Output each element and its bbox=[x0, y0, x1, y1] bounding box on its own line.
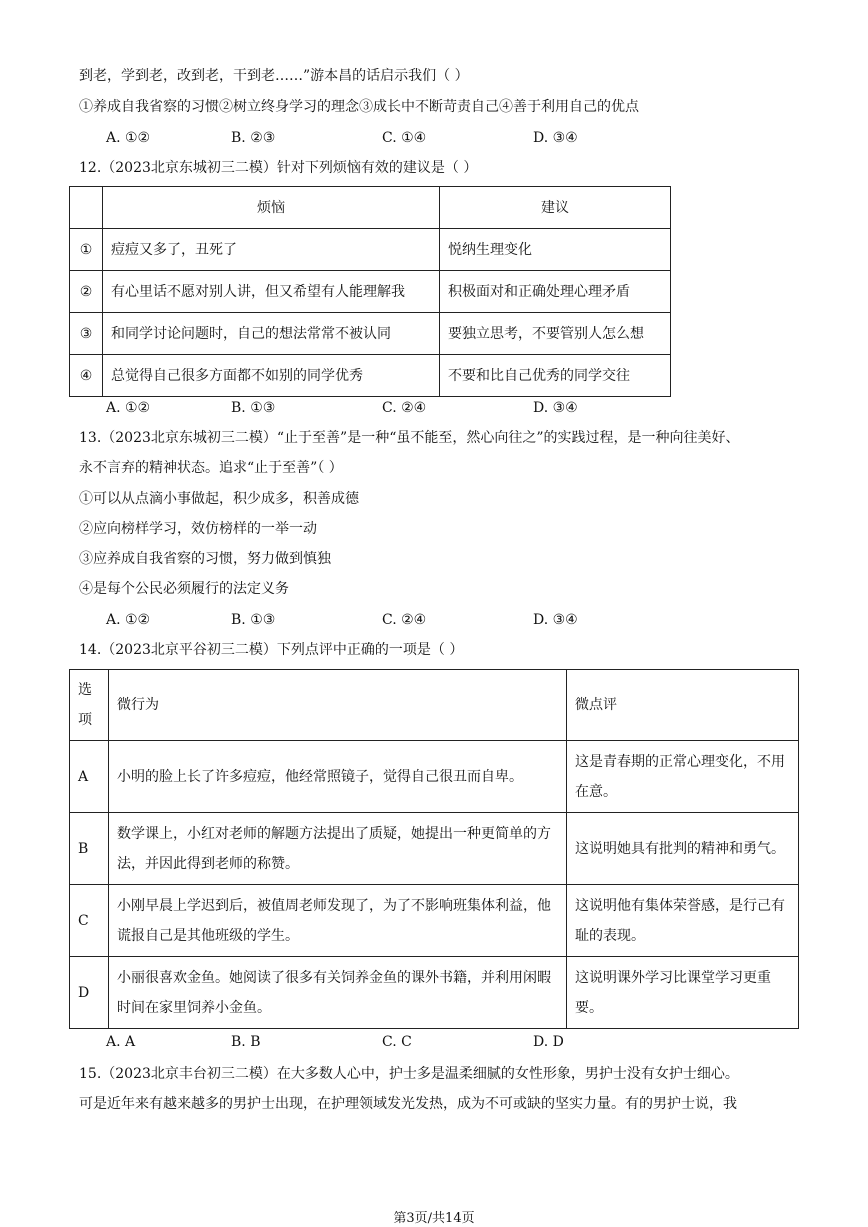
advice-cell: 要独立思考，不要管别人怎么想 bbox=[440, 313, 671, 355]
q11-statements: ①养成自我省察的习惯②树立终身学习的理念③成长中不断苛责自己④善于利用自己的优点 bbox=[79, 99, 639, 115]
table-row bbox=[70, 813, 799, 885]
option-c: C. ①④ bbox=[382, 130, 427, 146]
option-b: B. B bbox=[231, 1034, 261, 1050]
option-c: C. ②④ bbox=[382, 612, 427, 628]
header-cell: 烦恼 bbox=[103, 187, 440, 229]
table-row bbox=[70, 355, 671, 397]
advice-cell: 积极面对和正确处理心理矛盾 bbox=[440, 271, 671, 313]
q15-stem-line-1: 15.（2023北京丰台初三二模）在大多数人心中，护士多是温柔细腻的女性形象，男护士没有女护士细心。 bbox=[79, 1066, 739, 1082]
header-cell bbox=[70, 187, 103, 229]
option-a: A. ①② bbox=[106, 130, 151, 146]
row-number: ③ bbox=[70, 313, 103, 355]
comment-cell: 这说明他有集体荣誉感，是行己有耻的表现。 bbox=[567, 885, 799, 957]
behavior-cell: 小刚早晨上学迟到后，被值周老师发现了，为了不影响班集体利益，他谎报自己是其他班级的学生。 bbox=[109, 885, 567, 957]
q12-table bbox=[69, 186, 671, 397]
table-row bbox=[70, 271, 671, 313]
advice-cell: 不要和比自己优秀的同学交往 bbox=[440, 355, 671, 397]
q14-table bbox=[69, 669, 799, 1029]
table-row bbox=[70, 957, 799, 1029]
option-cell: D bbox=[70, 957, 109, 1029]
q13-item-2: ②应向榜样学习，效仿榜样的一举一动 bbox=[79, 521, 317, 537]
option-c: C. C bbox=[382, 1034, 412, 1050]
behavior-cell: 小明的脸上长了许多痘痘，他经常照镜子，觉得自己很丑而自卑。 bbox=[109, 741, 567, 813]
option-a: A. ①② bbox=[106, 400, 151, 416]
row-number: ④ bbox=[70, 355, 103, 397]
table-row bbox=[70, 229, 671, 271]
option-b: B. ①③ bbox=[231, 612, 276, 628]
comment-cell: 这说明她具有批判的精神和勇气。 bbox=[567, 813, 799, 885]
q13-stem-line-2: 永不言弃的精神状态。追求“止于至善”（ ） bbox=[79, 460, 343, 476]
header-cell: 选项 bbox=[70, 670, 109, 741]
behavior-cell: 数学课上，小红对老师的解题方法提出了质疑，她提出一种更简单的方法，并因此得到老师的称赞。 bbox=[109, 813, 567, 885]
option-d: D. ③④ bbox=[533, 400, 578, 416]
option-b: B. ①③ bbox=[231, 400, 276, 416]
option-a: A. ①② bbox=[106, 612, 151, 628]
trouble-cell: 总觉得自己很多方面都不如别的同学优秀 bbox=[103, 355, 440, 397]
q14-stem: 14.（2023北京平谷初三二模）下列点评中正确的一项是（ ） bbox=[79, 642, 464, 658]
option-d: D. ③④ bbox=[533, 612, 578, 628]
option-c: C. ②④ bbox=[382, 400, 427, 416]
comment-cell: 这说明课外学习比课堂学习更重要。 bbox=[567, 957, 799, 1029]
row-number: ① bbox=[70, 229, 103, 271]
table-header-row bbox=[70, 670, 799, 741]
table-row bbox=[70, 885, 799, 957]
header-cell: 微点评 bbox=[567, 670, 799, 741]
option-cell: B bbox=[70, 813, 109, 885]
table-row bbox=[70, 313, 671, 355]
option-a: A. A bbox=[106, 1034, 136, 1050]
q13-item-3: ③应养成自我省察的习惯，努力做到慎独 bbox=[79, 551, 331, 567]
option-d: D. D bbox=[533, 1034, 564, 1050]
q15-stem-line-2: 可是近年来有越来越多的男护士出现，在护理领域发光发热，成为不可或缺的坚实力量。有的男护士说，我 bbox=[79, 1096, 737, 1112]
trouble-cell: 痘痘又多了，丑死了 bbox=[103, 229, 440, 271]
trouble-cell: 和同学讨论问题时，自己的想法常常不被认同 bbox=[103, 313, 440, 355]
option-cell: A bbox=[70, 741, 109, 813]
behavior-cell: 小丽很喜欢金鱼。她阅读了很多有关饲养金鱼的课外书籍，并利用闲暇时间在家里饲养小金鱼。 bbox=[109, 957, 567, 1029]
table-row bbox=[70, 741, 799, 813]
option-b: B. ②③ bbox=[231, 130, 276, 146]
option-d: D. ③④ bbox=[533, 130, 578, 146]
trouble-cell: 有心里话不愿对别人讲，但又希望有人能理解我 bbox=[103, 271, 440, 313]
q13-item-4: ④是每个公民必须履行的法定义务 bbox=[79, 581, 289, 597]
q13-stem-line-1: 13.（2023北京东城初三二模）“止于至善”是一种“虽不能至，然心向往之”的实践过程，是一种向往美好、 bbox=[79, 430, 740, 446]
q12-stem: 12.（2023北京东城初三二模）针对下列烦恼有效的建议是（ ） bbox=[79, 160, 478, 176]
comment-cell: 这是青春期的正常心理变化，不用在意。 bbox=[567, 741, 799, 813]
option-cell: C bbox=[70, 885, 109, 957]
row-number: ② bbox=[70, 271, 103, 313]
table-header-row bbox=[70, 187, 671, 229]
q13-item-1: ①可以从点滴小事做起，积少成多，积善成德 bbox=[79, 491, 359, 507]
header-cell: 建议 bbox=[440, 187, 671, 229]
q11-stem-line: 到老，学到老，改到老，干到老……”游本昌的话启示我们（ ） bbox=[79, 68, 469, 84]
header-cell: 微行为 bbox=[109, 670, 567, 741]
advice-cell: 悦纳生理变化 bbox=[440, 229, 671, 271]
page-number: 第3页/共14页 bbox=[393, 1211, 475, 1226]
